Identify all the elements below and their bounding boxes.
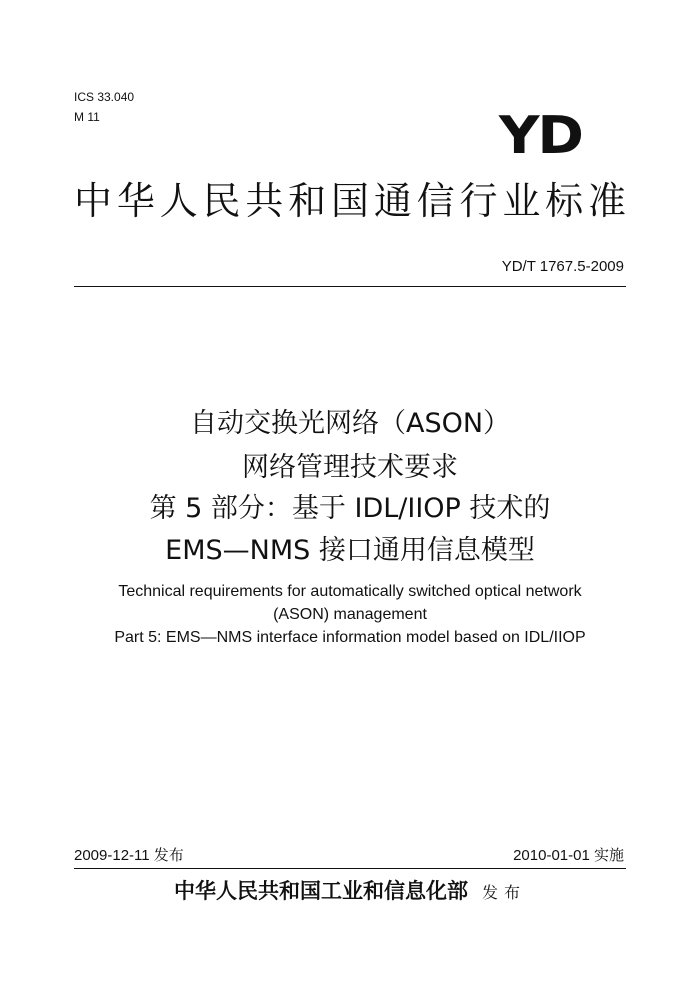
publisher-name: 中华人民共和国工业和信息化部 xyxy=(173,878,468,903)
classification-code: M 11 xyxy=(74,110,100,124)
header-divider xyxy=(74,286,626,287)
publisher-suffix: 发布 xyxy=(481,883,526,902)
standard-category-title: 中华人民共和国通信行业标准 xyxy=(74,179,626,223)
chinese-title-line-2: 网络管理技术要求 xyxy=(242,452,458,483)
issue-date: 2009-12-11 发布 xyxy=(74,847,184,864)
publisher xyxy=(0,876,700,908)
yd-logo: YD xyxy=(499,106,582,166)
standard-number: YD/T 1767.5-2009 xyxy=(501,258,624,275)
footer-divider xyxy=(74,868,626,869)
chinese-title-line-1: 自动交换光网络（ASON） xyxy=(189,408,511,439)
implementation-date: 2010-01-01 实施 xyxy=(513,847,624,864)
chinese-title-line-3: 第 5 部分：基于 IDL/IIOP 技术的 xyxy=(149,493,551,524)
ics-code: ICS 33.040 xyxy=(74,90,135,104)
english-title-line-1: Technical requirements for automatically switched optical network xyxy=(118,583,582,600)
english-title-line-3: Part 5: EMS—NMS interface information model based on IDL/IIOP xyxy=(114,629,586,646)
chinese-title-line-4: EMS—NMS 接口通用信息模型 xyxy=(165,535,535,566)
english-title-line-2: (ASON) management xyxy=(273,606,427,623)
